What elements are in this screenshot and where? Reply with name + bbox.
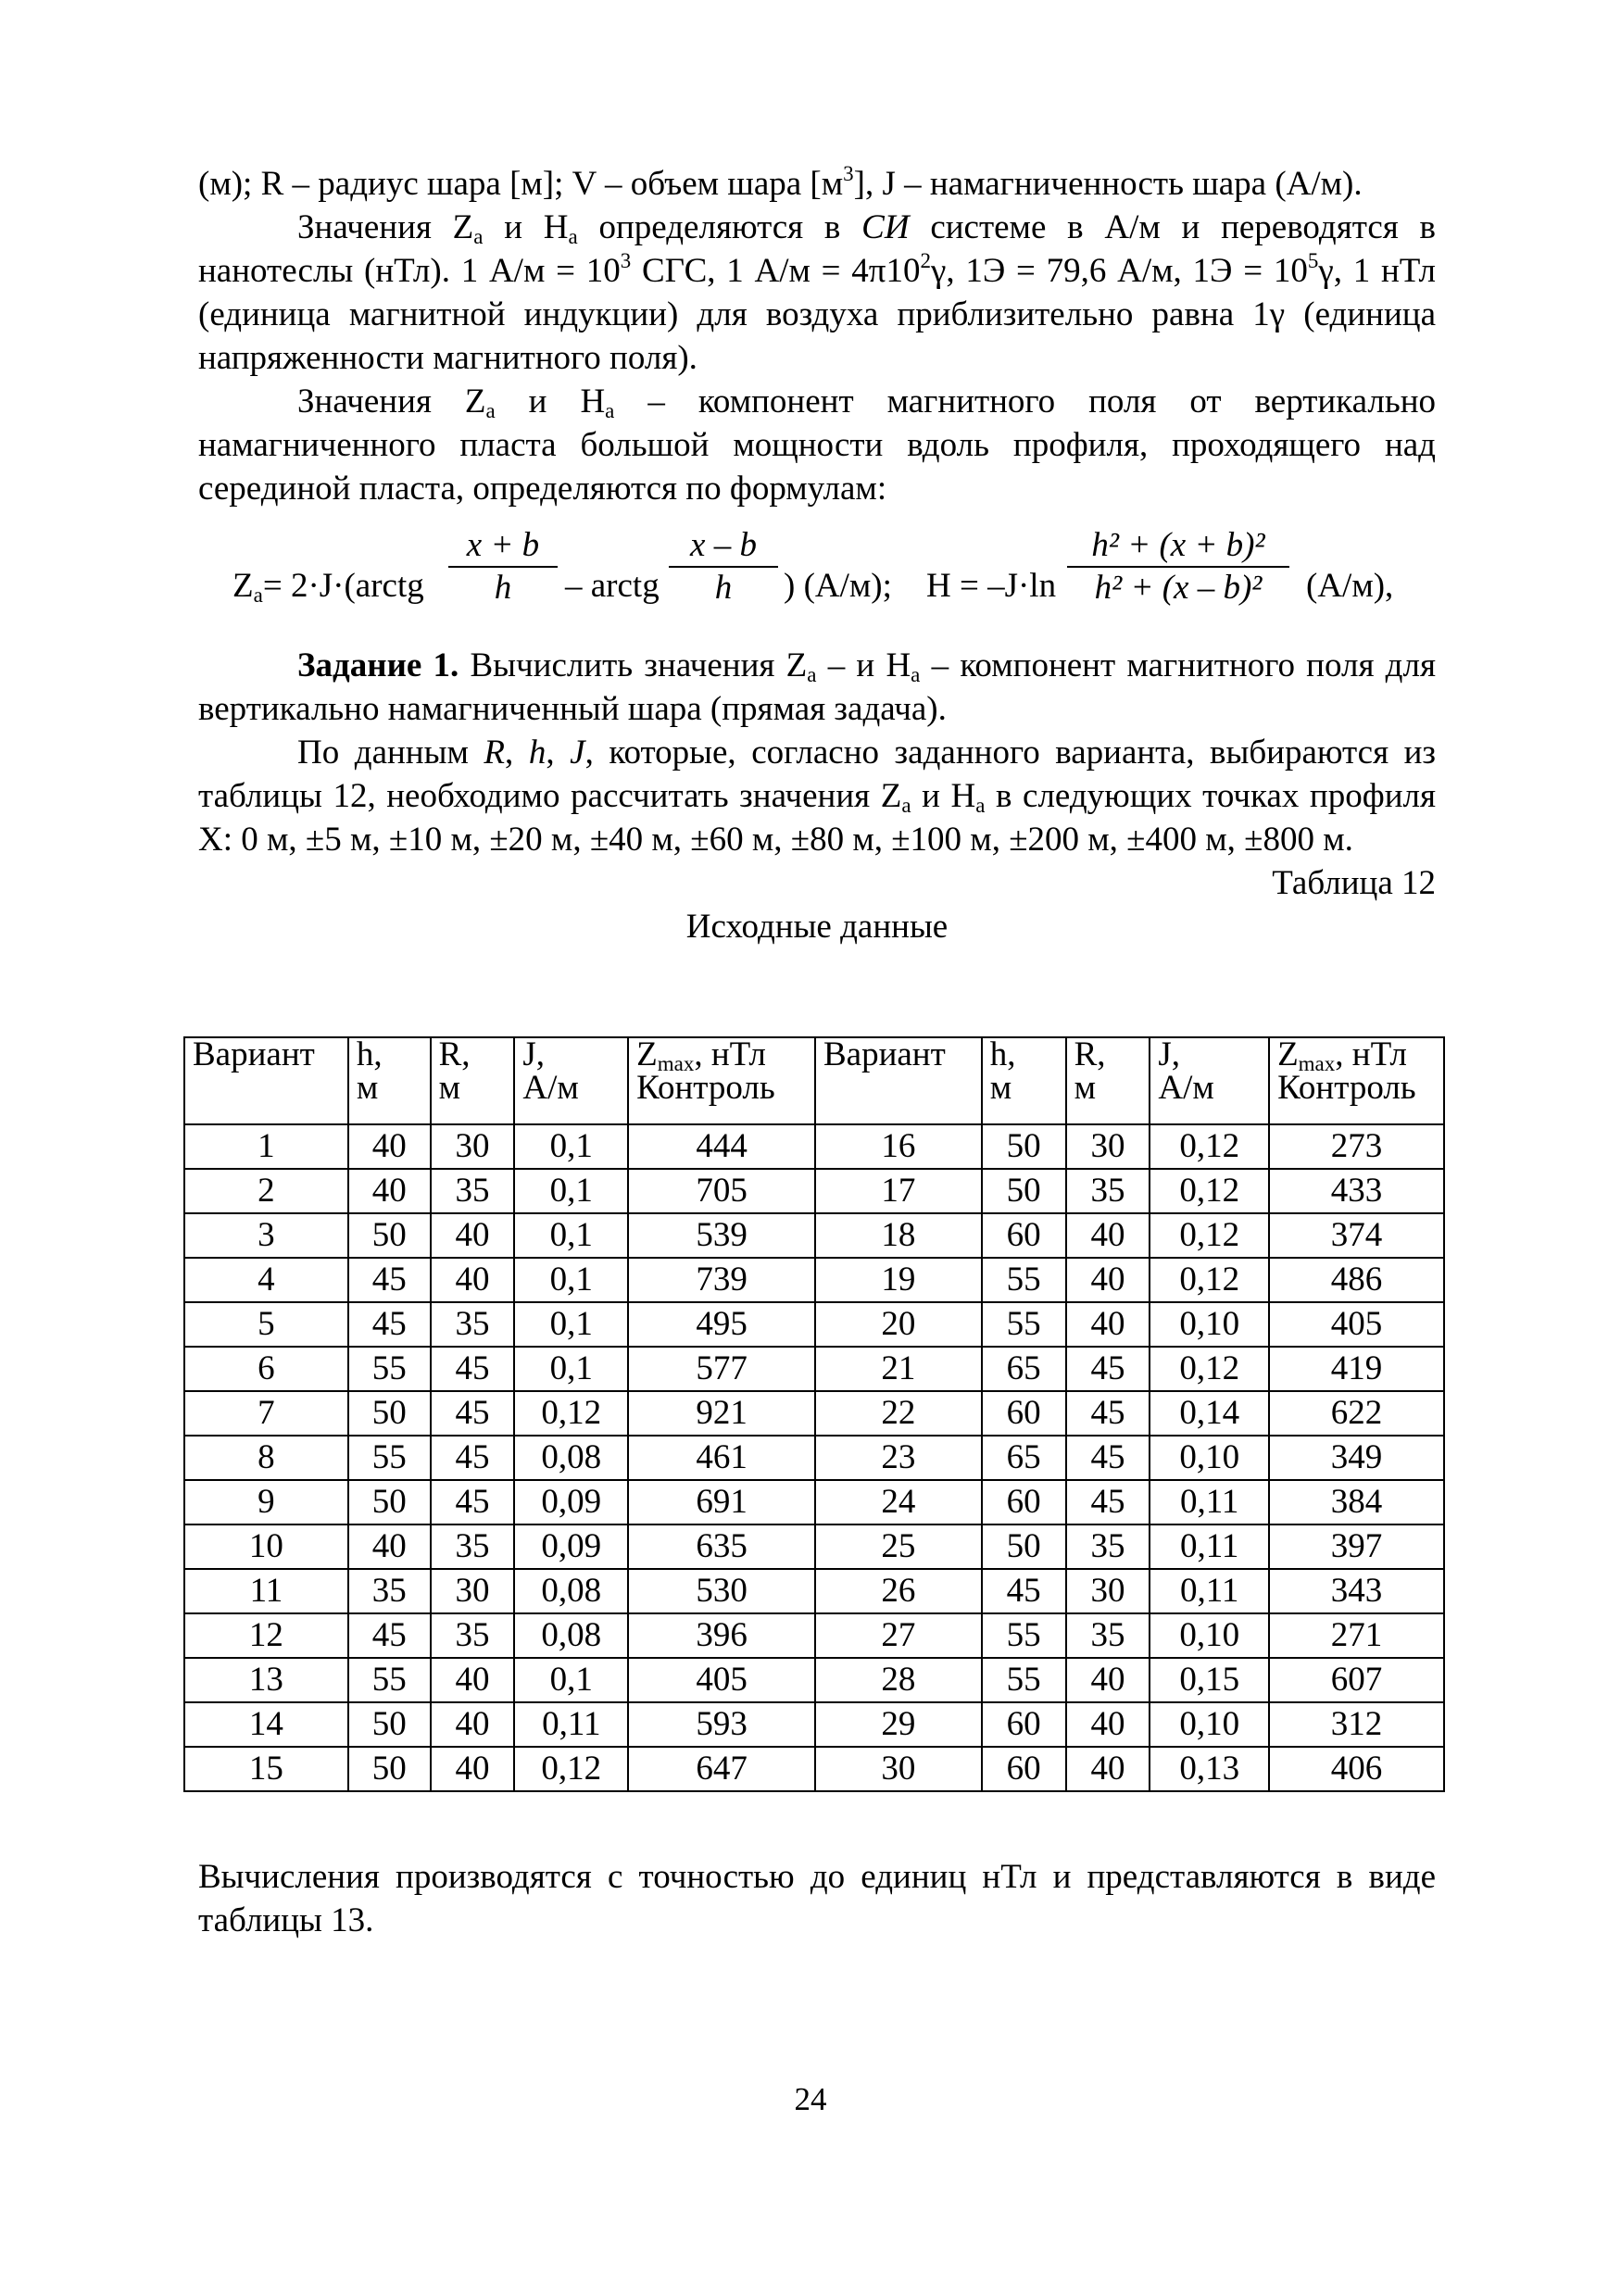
- table-row: [184, 1213, 1444, 1258]
- table-cell: 30: [815, 1747, 982, 1791]
- table-cell: 55: [348, 1658, 431, 1702]
- table-cell: 0,08: [514, 1436, 628, 1480]
- table-cell: 0,1: [514, 1347, 628, 1391]
- table-cell: 50: [348, 1702, 431, 1747]
- table-cell: 921: [628, 1391, 815, 1436]
- table-cell: 35: [348, 1569, 431, 1613]
- table-cell: 691: [628, 1480, 815, 1524]
- table-title: Исходные данные: [685, 908, 949, 946]
- table-cell: 40: [1066, 1747, 1150, 1791]
- table-cell: 50: [982, 1169, 1066, 1213]
- table-row: [184, 1480, 1444, 1524]
- table-cell: 29: [815, 1702, 982, 1747]
- table-row: [184, 1613, 1444, 1658]
- table-cell: 0,11: [1150, 1524, 1269, 1569]
- table-cell: 7: [184, 1391, 348, 1436]
- table-cell: 50: [348, 1213, 431, 1258]
- table-cell: 396: [628, 1613, 815, 1658]
- table-cell: 0,12: [1150, 1124, 1269, 1169]
- table-cell: 35: [431, 1524, 515, 1569]
- table-cell: 65: [982, 1436, 1066, 1480]
- table-cell: 0,14: [1150, 1391, 1269, 1436]
- table-cell: 0,1: [514, 1213, 628, 1258]
- table-cell: 0,10: [1150, 1702, 1269, 1747]
- header-variant: Вариант: [184, 1037, 348, 1124]
- table-cell: 739: [628, 1258, 815, 1302]
- table-cell: 40: [431, 1213, 515, 1258]
- table-cell: 40: [1066, 1702, 1150, 1747]
- table-row: [184, 1702, 1444, 1747]
- table-cell: 21: [815, 1347, 982, 1391]
- table-cell: 30: [1066, 1124, 1150, 1169]
- table-cell: 349: [1269, 1436, 1444, 1480]
- table-cell: 0,12: [1150, 1169, 1269, 1213]
- table-cell: 577: [628, 1347, 815, 1391]
- table-cell: 14: [184, 1702, 348, 1747]
- table-cell: 0,10: [1150, 1436, 1269, 1480]
- table-cell: 55: [982, 1302, 1066, 1347]
- table-cell: 40: [431, 1658, 515, 1702]
- table-cell: 60: [982, 1702, 1066, 1747]
- table-cell: 18: [815, 1213, 982, 1258]
- table-cell: 28: [815, 1658, 982, 1702]
- header-variant-2: Вариант: [815, 1037, 982, 1124]
- table-cell: 4: [184, 1258, 348, 1302]
- table-cell: 0,13: [1150, 1747, 1269, 1791]
- table-cell: 17: [815, 1169, 982, 1213]
- table-cell: 30: [1066, 1569, 1150, 1613]
- table-cell: 26: [815, 1569, 982, 1613]
- table-cell: 60: [982, 1480, 1066, 1524]
- page-number: 24: [794, 2081, 827, 2117]
- table-cell: 40: [431, 1258, 515, 1302]
- table-cell: 50: [982, 1124, 1066, 1169]
- table-cell: 384: [1269, 1480, 1444, 1524]
- table-row: [184, 1658, 1444, 1702]
- table-cell: 405: [1269, 1302, 1444, 1347]
- table-cell: 530: [628, 1569, 815, 1613]
- table-cell: 2: [184, 1169, 348, 1213]
- table-cell: 406: [1269, 1747, 1444, 1791]
- table-cell: 45: [1066, 1436, 1150, 1480]
- table-cell: 0,12: [1150, 1213, 1269, 1258]
- table-cell: 8: [184, 1436, 348, 1480]
- table-cell: 35: [1066, 1169, 1150, 1213]
- formula-fraction-3: $\frac{\text{h² + (x + b)²}}{\text{h² + (x – b)²}}$: [1067, 525, 1289, 609]
- table-cell: 24: [815, 1480, 982, 1524]
- table-row: [184, 1747, 1444, 1791]
- formula: [198, 516, 1436, 634]
- table-cell: 419: [1269, 1347, 1444, 1391]
- table-cell: 23: [815, 1436, 982, 1480]
- table-cell: 397: [1269, 1524, 1444, 1569]
- table-cell: 6: [184, 1347, 348, 1391]
- table-cell: 20: [815, 1302, 982, 1347]
- table-cell: 13: [184, 1658, 348, 1702]
- table-header-row: [184, 1037, 1444, 1124]
- table-cell: 0,11: [1150, 1569, 1269, 1613]
- table-cell: 45: [348, 1258, 431, 1302]
- task-1-paragraph: Задание 1. Вычислить значения $Z_a$ – и $H_a$ – компонент магнитного поля для вертикально намагниченный шара (прямая задача).: [198, 646, 1436, 728]
- table-cell: 60: [982, 1391, 1066, 1436]
- table-cell: 45: [431, 1480, 515, 1524]
- formula-h-label: H = –J·ln: [926, 567, 1057, 605]
- table-cell: 0,10: [1150, 1613, 1269, 1658]
- table-row: [184, 1569, 1444, 1613]
- footer-paragraph: Вычисления производятся с точностью до единиц нТл и представляются в виде таблицы 13.: [198, 1858, 1436, 1939]
- table-row: [184, 1169, 1444, 1213]
- table-cell: 0,08: [514, 1569, 628, 1613]
- table-cell: 40: [1066, 1302, 1150, 1347]
- header-h-2: h, м: [982, 1037, 1066, 1124]
- table-cell: 273: [1269, 1124, 1444, 1169]
- table-cell: 15: [184, 1747, 348, 1791]
- table-cell: 0,12: [514, 1747, 628, 1791]
- table-cell: 50: [982, 1524, 1066, 1569]
- table-cell: 30: [431, 1569, 515, 1613]
- table-cell: 60: [982, 1747, 1066, 1791]
- table-cell: 50: [348, 1391, 431, 1436]
- table-cell: 0,10: [1150, 1302, 1269, 1347]
- table-cell: 65: [982, 1347, 1066, 1391]
- table-cell: 45: [431, 1391, 515, 1436]
- table-row: [184, 1124, 1444, 1169]
- paragraph-2: Значения $Z_a$ и $H_a$ определяются в СИ системе в А/м и переводятся в нанотеслы (нТл). 1 $А/м = 10^3$ СГС, 1 $А/м = 4\pi 10^2\gamma$, 1Э = 79,6 А/м, $1Э = 10^5\gamma$, 1 нТл (единица магнитной индукции) для воздуха приблизительно равна 1γ (единица напряженности магнитного поля).: [198, 208, 1436, 377]
- table-cell: 35: [1066, 1613, 1150, 1658]
- table-cell: 11: [184, 1569, 348, 1613]
- table-cell: 60: [982, 1213, 1066, 1258]
- table-cell: 0,1: [514, 1658, 628, 1702]
- table-cell: 10: [184, 1524, 348, 1569]
- table-cell: 3: [184, 1213, 348, 1258]
- formula-h-units: (А/м),: [1306, 567, 1394, 605]
- table-cell: 0,11: [1150, 1480, 1269, 1524]
- table-cell: 40: [1066, 1258, 1150, 1302]
- table-body: [184, 1124, 1444, 1791]
- table-cell: 0,09: [514, 1524, 628, 1569]
- table-cell: 0,11: [514, 1702, 628, 1747]
- table-cell: 40: [1066, 1658, 1150, 1702]
- table-cell: 705: [628, 1169, 815, 1213]
- table-cell: 0,15: [1150, 1658, 1269, 1702]
- table-cell: 45: [1066, 1347, 1150, 1391]
- table-cell: 405: [628, 1658, 815, 1702]
- table-cell: 50: [348, 1480, 431, 1524]
- page-body: [198, 162, 1436, 948]
- formula-za-label: $Z_a=$ 2·J·(arctg: [232, 567, 424, 607]
- header-r-2: R, м: [1066, 1037, 1150, 1124]
- table-cell: 444: [628, 1124, 815, 1169]
- table-cell: 0,1: [514, 1302, 628, 1347]
- data-table: [183, 1036, 1445, 1792]
- table-row: [184, 1524, 1444, 1569]
- table-cell: 635: [628, 1524, 815, 1569]
- table-cell: 45: [1066, 1480, 1150, 1524]
- table-cell: 495: [628, 1302, 815, 1347]
- table-cell: 40: [348, 1169, 431, 1213]
- table-cell: 45: [431, 1347, 515, 1391]
- table-cell: 374: [1269, 1213, 1444, 1258]
- table-cell: 30: [431, 1124, 515, 1169]
- table-cell: 0,12: [1150, 1347, 1269, 1391]
- paragraph-4: По данным R, h, J, которые, согласно заданного варианта, выбираются из таблицы 12, необходимо рассчитать значения $Z_a$ и $H_a$ в следующих точках профиля X: 0 м, ±5 м, ±10 м, ±20 м, ±40 м, ±60 м, ±80 м, ±100 м, ±200 м, ±400 м, ±800 м.: [198, 734, 1437, 859]
- header-r: R, м: [431, 1037, 515, 1124]
- table-cell: 45: [982, 1569, 1066, 1613]
- table-row: [184, 1302, 1444, 1347]
- table-cell: 55: [348, 1436, 431, 1480]
- table-cell: 0,1: [514, 1169, 628, 1213]
- table-cell: 45: [348, 1613, 431, 1658]
- table-cell: 486: [1269, 1258, 1444, 1302]
- table-cell: 35: [431, 1302, 515, 1347]
- table-cell: 45: [1066, 1391, 1150, 1436]
- table-cell: 55: [982, 1613, 1066, 1658]
- table-cell: 461: [628, 1436, 815, 1480]
- table-cell: 25: [815, 1524, 982, 1569]
- table-cell: 647: [628, 1747, 815, 1791]
- table-cell: 40: [1066, 1213, 1150, 1258]
- table-cell: 0,08: [514, 1613, 628, 1658]
- table-cell: 0,12: [514, 1391, 628, 1436]
- table-cell: 9: [184, 1480, 348, 1524]
- table-cell: 593: [628, 1702, 815, 1747]
- table-row: [184, 1391, 1444, 1436]
- table-cell: 433: [1269, 1169, 1444, 1213]
- table-cell: 40: [348, 1524, 431, 1569]
- header-j-2: J, А/м: [1150, 1037, 1269, 1124]
- paragraph-3: Значения $Z_a$ и $H_a$ – компонент магнитного поля от вертикально намагниченного пласта большой мощности вдоль профиля, проходящего над серединой пласта, определяются по формулам:: [198, 383, 1436, 508]
- table-cell: 35: [1066, 1524, 1150, 1569]
- table-cell: 0,09: [514, 1480, 628, 1524]
- table-cell: 40: [348, 1124, 431, 1169]
- table-cell: 1: [184, 1124, 348, 1169]
- table-row: [184, 1347, 1444, 1391]
- header-zmax-2: $Z_{max}$, нТл Контроль: [1269, 1037, 1444, 1124]
- table-cell: 50: [348, 1747, 431, 1791]
- table-cell: 0,1: [514, 1124, 628, 1169]
- table-cell: 16: [815, 1124, 982, 1169]
- table-cell: 40: [431, 1747, 515, 1791]
- table-cell: 312: [1269, 1702, 1444, 1747]
- table-cell: 343: [1269, 1569, 1444, 1613]
- task-title: Задание 1.: [297, 646, 459, 684]
- table-cell: 35: [431, 1613, 515, 1658]
- table-cell: 27: [815, 1613, 982, 1658]
- header-h: h, м: [348, 1037, 431, 1124]
- table-cell: 12: [184, 1613, 348, 1658]
- table-cell: 45: [431, 1436, 515, 1480]
- table-cell: 19: [815, 1258, 982, 1302]
- formula-fraction-2: $\frac{x - b}{h}$: [669, 525, 778, 609]
- header-zmax: $Z_{max}$, нТл Контроль: [628, 1037, 815, 1124]
- header-j: J, А/м: [514, 1037, 628, 1124]
- formula-minus-arctg: – arctg: [565, 567, 660, 605]
- table-cell: 45: [348, 1302, 431, 1347]
- table-cell: 622: [1269, 1391, 1444, 1436]
- table-cell: 55: [982, 1658, 1066, 1702]
- table-cell: 607: [1269, 1658, 1444, 1702]
- table-cell: 271: [1269, 1613, 1444, 1658]
- table-row: [184, 1258, 1444, 1302]
- formula-fraction-1: $\frac{x + b}{h}$: [448, 525, 558, 609]
- paragraph-1: (м); R – радиус шара [м]; V – объем шара $[м^3]$, J – намагниченность шара (А/м).: [198, 162, 1363, 203]
- table-cell: 40: [431, 1702, 515, 1747]
- table-cell: 55: [982, 1258, 1066, 1302]
- table-cell: 539: [628, 1213, 815, 1258]
- table-cell: 55: [348, 1347, 431, 1391]
- formula-za-units: ) (А/м);: [784, 567, 892, 605]
- table-cell: 5: [184, 1302, 348, 1347]
- table-caption: Таблица 12: [1272, 864, 1436, 902]
- table-cell: 0,1: [514, 1258, 628, 1302]
- table-cell: 35: [431, 1169, 515, 1213]
- table-cell: 22: [815, 1391, 982, 1436]
- table-cell: 0,12: [1150, 1258, 1269, 1302]
- table-row: [184, 1436, 1444, 1480]
